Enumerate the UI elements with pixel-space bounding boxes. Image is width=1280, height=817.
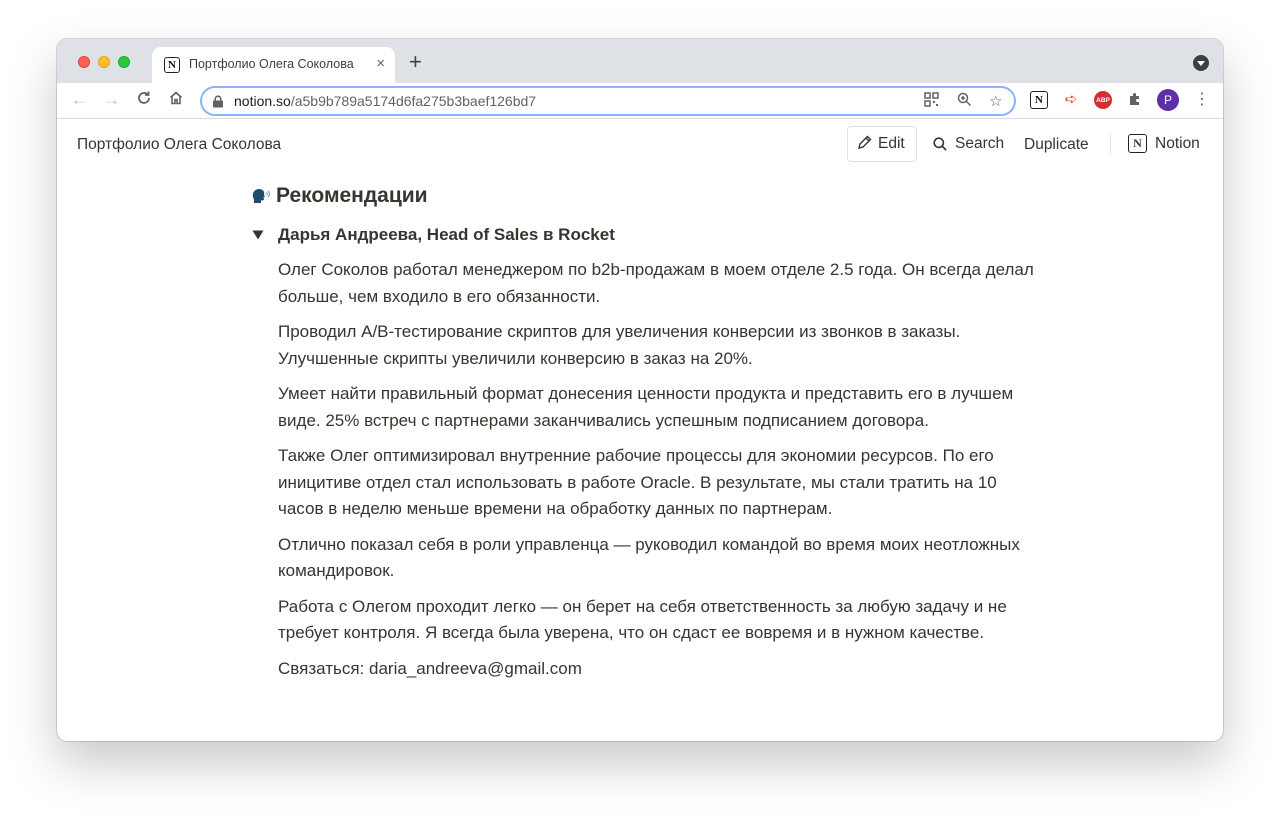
reload-icon[interactable] — [136, 90, 152, 111]
url-path: /a5b9b789a5174d6fa275b3baef126bd7 — [290, 93, 537, 109]
red-arrow-extension-icon[interactable]: ➪ — [1064, 91, 1078, 108]
notion-logo-icon: N — [1128, 134, 1147, 153]
search-button[interactable] — [933, 135, 1004, 153]
edit-label: Edit — [878, 135, 905, 152]
paragraph: Умеет найти правильный формат донесения ценности продукта и представить его в лучшем виде. 25% встреч с партнерами заканчивались успешным подписанием договора. — [278, 384, 1014, 430]
paragraph: Работа с Олегом проходит легко — он берет на себя ответственность за любую задачу и не требует контроля. Я всегда была уверена, что он сдаст ее вовремя и в нужном качестве. — [278, 596, 1007, 642]
profile-avatar[interactable]: P — [1157, 89, 1179, 111]
zoom-icon[interactable] — [957, 92, 972, 111]
browser-window — [57, 39, 1223, 741]
toolbar-divider — [1110, 134, 1111, 154]
notion-label: Notion — [1155, 134, 1200, 152]
browser-tab-active[interactable] — [152, 47, 395, 83]
paragraph: Отлично показал себя в роли управленца — руководил командой во время моих неотложных командировок. — [278, 534, 1020, 580]
paragraph: Также Олег оптимизировал внутренние рабочие процессы для экономии ресурсов. По его иницитиве отдел стал использовать в работе Oracle. В результате, мы стали тратить на 10 часов в неделю меньше времени на обработку данных по партнерам. — [278, 446, 997, 518]
minimize-window-button[interactable] — [98, 56, 110, 68]
bookmark-star-icon[interactable]: ☆ — [989, 93, 1003, 110]
toggle-block[interactable] — [252, 225, 615, 245]
notion-button[interactable] — [1128, 134, 1200, 153]
toggle-content — [278, 257, 1038, 691]
maximize-window-button[interactable] — [118, 56, 130, 68]
heading-text: Рекомендации — [276, 184, 428, 207]
page-breadcrumb[interactable]: Портфолио Олега Соколова — [77, 136, 282, 153]
notion-favicon-icon: N — [164, 57, 180, 73]
paragraph: Проводил A/B-тестирование скриптов для увеличения конверсии из звонков в заказы. Улучшенные скрипты увеличили конверсию в заказ на 20%. — [278, 322, 961, 368]
search-label: Search — [955, 135, 1005, 152]
new-tab-button[interactable]: + — [409, 49, 422, 74]
toggle-triangle-icon[interactable] — [252, 230, 264, 240]
tab-title: Портфолио Олега Соколова — [189, 57, 354, 71]
notion-top-bar — [57, 120, 1223, 170]
section-heading — [250, 184, 428, 208]
tab-search-dropdown-icon[interactable] — [1193, 55, 1209, 71]
browser-menu-icon[interactable]: ⋮ — [1194, 91, 1210, 108]
adblock-plus-icon[interactable]: ABP — [1094, 91, 1112, 109]
address-bar[interactable] — [200, 86, 1016, 116]
toggle-title: Дарья Андреева, Head of Sales в Rocket — [278, 225, 615, 244]
qr-code-icon[interactable] — [924, 92, 939, 111]
forward-arrow-icon[interactable]: → — [103, 90, 120, 109]
edit-button[interactable] — [847, 126, 917, 162]
contact-paragraph: Связаться: daria_andreeva@gmail.com — [278, 658, 582, 678]
extensions-puzzle-icon[interactable] — [1126, 91, 1144, 109]
tab-strip — [57, 39, 1223, 83]
close-window-button[interactable] — [78, 56, 90, 68]
notion-extension-icon[interactable]: N — [1030, 91, 1048, 109]
url-domain: notion.so — [234, 93, 291, 109]
page-content — [57, 170, 1223, 741]
speaking-head-icon — [250, 186, 270, 206]
home-icon[interactable] — [168, 90, 184, 111]
search-icon — [933, 137, 947, 151]
tab-close-icon[interactable]: × — [376, 55, 385, 72]
paragraph: Олег Соколов работал менеджером по b2b-продажам в моем отделе 2.5 года. Он всегда делал больше, чем входило в его обязанности. — [278, 260, 1034, 306]
pencil-icon — [857, 135, 872, 154]
duplicate-button[interactable]: Duplicate — [1024, 136, 1089, 153]
back-arrow-icon[interactable]: ← — [71, 90, 88, 109]
lock-icon — [212, 95, 224, 108]
url-text[interactable] — [234, 93, 536, 109]
browser-toolbar — [57, 83, 1223, 119]
